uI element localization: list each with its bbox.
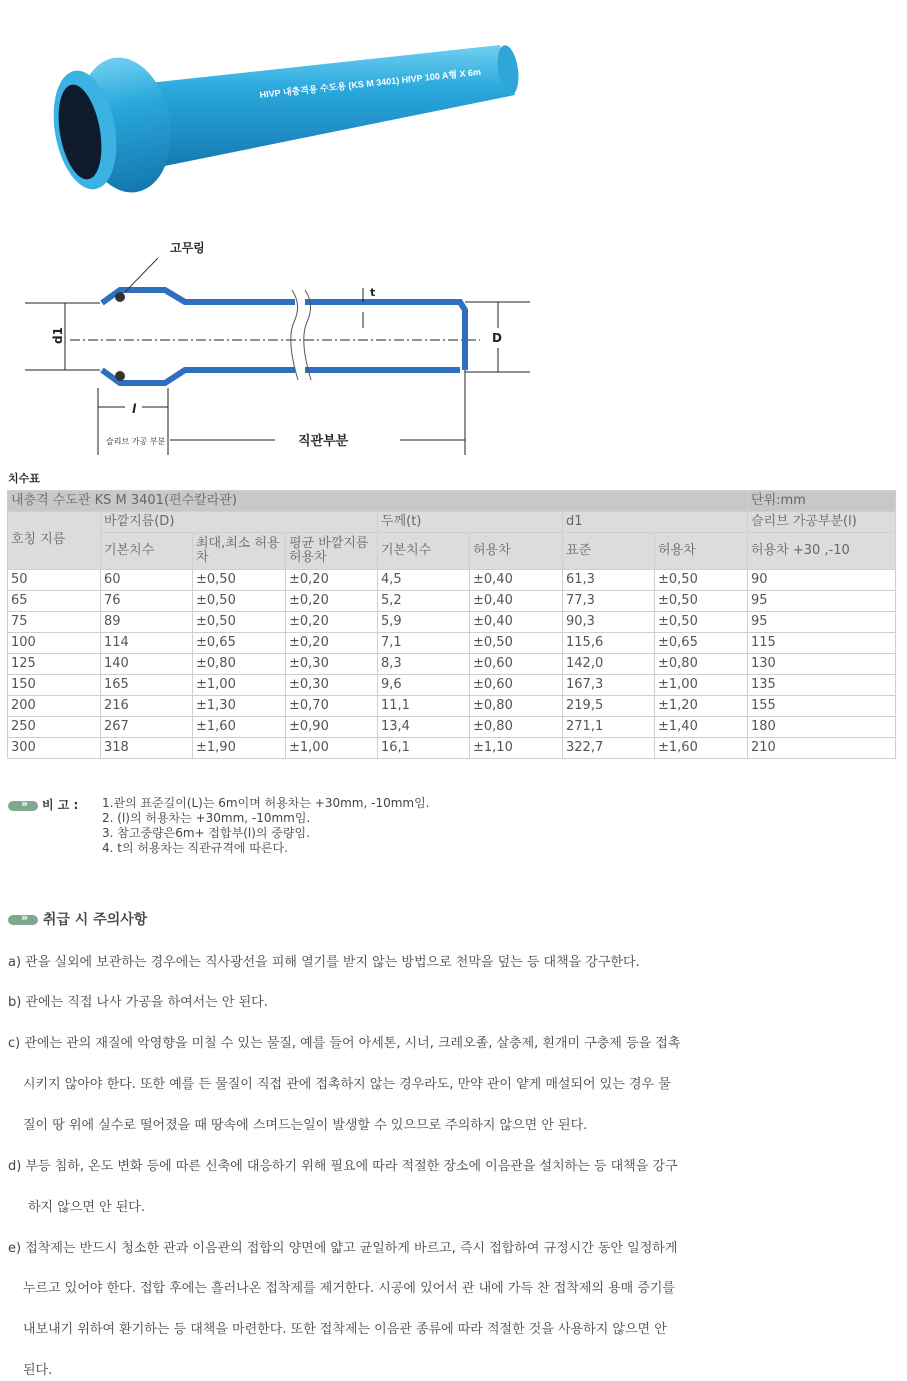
pipe-marking-text: HIVP 내충격용 수도용 (KS M 3401) HIVP 100 A형 X 6m [259, 66, 482, 100]
table-cell: 60 [101, 570, 193, 591]
table-cell: 210 [748, 738, 896, 759]
table-cell: ±0,80 [470, 717, 563, 738]
care-line: 시키지 않아야 한다. 또한 예를 든 물질이 직접 관에 접촉하지 않는 경우라도, 만약 관이 얕게 매설되어 있는 경우 물 [23, 1077, 671, 1092]
outer-diameter-header: 바깥지름(D) [101, 512, 378, 533]
table-cell: ±1,90 [193, 738, 286, 759]
table-cell: ±0,80 [470, 696, 563, 717]
table-caption: 치수표 [8, 472, 40, 485]
table-cell: ±0,50 [193, 612, 286, 633]
table-cell: ±0,20 [286, 612, 378, 633]
table-cell: 300 [8, 738, 101, 759]
table-cell: 50 [8, 570, 101, 591]
table-cell: 165 [101, 675, 193, 696]
table-cell: ±0,90 [286, 717, 378, 738]
table-unit: 단위:mm [748, 491, 896, 512]
care-line: b) 관에는 직접 나사 가공을 하여서는 안 된다. [8, 995, 268, 1010]
table-cell: 8,3 [378, 654, 470, 675]
table-title: 내충격 수도관 KS M 3401(편수칼라관) [8, 491, 748, 512]
table-cell: 5,2 [378, 591, 470, 612]
care-line: 하지 않으면 안 된다. [28, 1200, 145, 1215]
table-cell: 89 [101, 612, 193, 633]
table-cell: ±1,30 [193, 696, 286, 717]
table-cell: ±0,60 [470, 654, 563, 675]
d1-std-header: 표준 [563, 533, 655, 570]
care-line: 질이 땅 위에 실수로 떨어졌을 때 땅속에 스며드는일이 발생할 수 있으므로 주의하지 않으면 안 된다. [23, 1118, 588, 1133]
table-cell: 65 [8, 591, 101, 612]
care-line: c) 관에는 관의 재질에 악영향을 미칠 수 있는 물질, 예를 들어 아세톤, 시너, 크레오졸, 살충제, 흰개미 구충제 등을 접촉 [8, 1036, 681, 1051]
table-cell: ±1,00 [286, 738, 378, 759]
d1-label: d1 [51, 327, 65, 344]
table-cell: 200 [8, 696, 101, 717]
table-cell: ±1,00 [655, 675, 748, 696]
care-line: a) 관을 실외에 보관하는 경우에는 직사광선을 피해 열기를 받지 않는 방법으로 천막을 덮는 등 대책을 강구한다. [8, 955, 640, 970]
table-cell: ±0,65 [655, 633, 748, 654]
table-cell: ±0,30 [286, 675, 378, 696]
table-cell: ±0,80 [655, 654, 748, 675]
table-title-row [8, 491, 896, 512]
table-body [8, 570, 896, 759]
table-cell: 140 [101, 654, 193, 675]
table-cell: ±0,50 [655, 612, 748, 633]
care-heading-text: 취급 시 주의사항 [42, 912, 148, 928]
table-cell: ±1,60 [655, 738, 748, 759]
table-cell: 90,3 [563, 612, 655, 633]
table-row [8, 612, 896, 633]
table-cell: 115 [748, 633, 896, 654]
d1-tol-header: 허용차 [655, 533, 748, 570]
table-row [8, 675, 896, 696]
table-cell: ±0,50 [470, 633, 563, 654]
table-cell: ±0,30 [286, 654, 378, 675]
table-cell: 150 [8, 675, 101, 696]
care-line: e) 접착제는 반드시 청소한 관과 이음관의 접합의 양면에 얇고 균일하게 바르고, 즉시 접합하여 규정시간 동안 일정하게 [8, 1241, 678, 1256]
table-cell: ±0,60 [470, 675, 563, 696]
table-cell: 90 [748, 570, 896, 591]
outer-avg-header: 평균 바깥지름 허용차 [286, 533, 378, 570]
table-row [8, 738, 896, 759]
table-cell: 125 [8, 654, 101, 675]
outer-basic-header: 기본치수 [101, 533, 193, 570]
table-group-header-row [8, 512, 896, 533]
nominal-header: 호칭 지름 [8, 512, 101, 570]
table-cell: ±1,20 [655, 696, 748, 717]
outer-maxmin-header: 최대,최소 허용차 [193, 533, 286, 570]
table-row [8, 633, 896, 654]
sleeve-header: 슬리브 가공부분(l) [748, 512, 896, 533]
table-cell: 9,6 [378, 675, 470, 696]
table-cell: 271,1 [563, 717, 655, 738]
table-row [8, 654, 896, 675]
table-cell: 11,1 [378, 696, 470, 717]
notes-section [8, 796, 430, 855]
notes-label: 비 고 : [42, 798, 79, 812]
table-cell: 219,5 [563, 696, 655, 717]
table-cell: 100 [8, 633, 101, 654]
table-cell: ±0,20 [286, 591, 378, 612]
sleeve-label: 슬리브 가공 부분 [106, 437, 166, 446]
table-cell: ±0,20 [286, 633, 378, 654]
table-cell: 130 [748, 654, 896, 675]
table-cell: 95 [748, 612, 896, 633]
dimension-table [7, 490, 896, 759]
table-cell: ±1,10 [470, 738, 563, 759]
table-cell: 167,3 [563, 675, 655, 696]
table-cell: ±0,80 [193, 654, 286, 675]
bullet-icon [8, 801, 38, 811]
l-label: l [132, 402, 137, 416]
table-cell: ±0,50 [655, 591, 748, 612]
table-cell: 115,6 [563, 633, 655, 654]
note-line: 3. 참고중량은6m+ 접합부(l)의 중량임. [102, 826, 310, 840]
table-cell: 4,5 [378, 570, 470, 591]
notes-lines [102, 796, 702, 856]
table-cell: ±0,65 [193, 633, 286, 654]
table-cell: 318 [101, 738, 193, 759]
care-line: 누르고 있어야 한다. 접합 후에는 흘러나온 접착제를 제거한다. 시공에 있어서 관 내에 가득 찬 접착제의 용매 증기를 [23, 1281, 676, 1296]
table-cell: 114 [101, 633, 193, 654]
table-row [8, 570, 896, 591]
table-cell: ±0,70 [286, 696, 378, 717]
table-cell: 180 [748, 717, 896, 738]
thick-basic-header: 기본치수 [378, 533, 470, 570]
care-line: 내보내기 위하여 환기하는 등 대책을 마련한다. 또한 접착제는 이음관 종류에 따라 적절한 것을 사용하지 않으면 안 [23, 1322, 667, 1337]
d1-header: d1 [563, 512, 748, 533]
thickness-header: 두께(t) [378, 512, 563, 533]
table-cell: ±0,50 [193, 570, 286, 591]
note-line: 4. t의 허용차는 직관규격에 따른다. [102, 841, 288, 855]
t-label: t [370, 286, 376, 299]
table-cell: 5,9 [378, 612, 470, 633]
table-cell: 267 [101, 717, 193, 738]
table-cell: 95 [748, 591, 896, 612]
sleeve-tol-header: 허용차 +30 ,-10 [748, 533, 896, 570]
thick-tol-header: 허용차 [470, 533, 563, 570]
straight-label: 직관부분 [298, 434, 349, 449]
table-cell: 142,0 [563, 654, 655, 675]
table-cell: ±0,40 [470, 570, 563, 591]
table-cell: 322,7 [563, 738, 655, 759]
table-cell: ±1,00 [193, 675, 286, 696]
note-line: 1.관의 표준길이(L)는 6m이며 허용차는 +30mm, -10mm임. [102, 796, 430, 810]
table-cell: 61,3 [563, 570, 655, 591]
table-cell: ±1,40 [655, 717, 748, 738]
table-row [8, 717, 896, 738]
care-heading [8, 909, 147, 929]
table-cell: 7,1 [378, 633, 470, 654]
care-line: d) 부등 침하, 온도 변화 등에 따른 신축에 대응하기 위해 필요에 따라 적절한 장소에 이음관을 설치하는 등 대책을 강구 [8, 1159, 678, 1174]
pipe-photo [30, 40, 530, 200]
table-cell: 16,1 [378, 738, 470, 759]
table-cell: 216 [101, 696, 193, 717]
table-row [8, 696, 896, 717]
table-cell: 76 [101, 591, 193, 612]
table-cell: 75 [8, 612, 101, 633]
table-cell: ±0,50 [193, 591, 286, 612]
table-cell: ±0,20 [286, 570, 378, 591]
note-line: 2. (l)의 허용차는 +30mm, -10mm임. [102, 811, 311, 825]
table-cell: ±0,40 [470, 612, 563, 633]
table-cell: ±0,50 [655, 570, 748, 591]
table-cell: 250 [8, 717, 101, 738]
table-cell: 77,3 [563, 591, 655, 612]
table-row [8, 591, 896, 612]
pipe-dimension-diagram [20, 230, 540, 460]
table-cell: 155 [748, 696, 896, 717]
bullet-icon [8, 915, 38, 925]
D-label: D [492, 331, 502, 345]
table-cell: 135 [748, 675, 896, 696]
care-line: 된다. [23, 1363, 53, 1378]
table-cell: ±1,60 [193, 717, 286, 738]
table-sub-header-row [8, 533, 896, 570]
ring-label: 고무링 [170, 241, 205, 255]
table-cell: 13,4 [378, 717, 470, 738]
table-cell: ±0,40 [470, 591, 563, 612]
